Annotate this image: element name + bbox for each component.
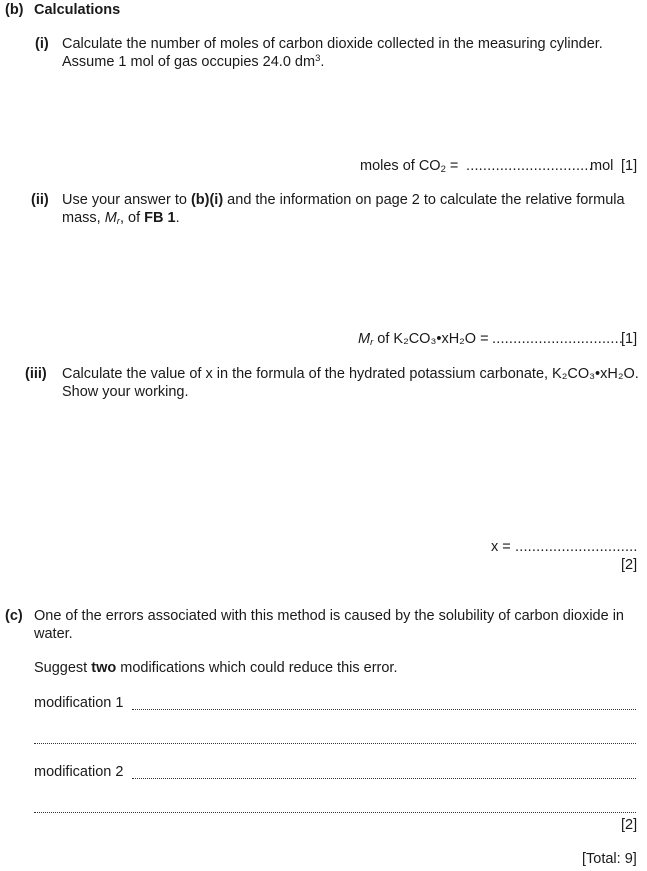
part-b-title: Calculations [34, 2, 121, 18]
part-b-i-question-line2: Assume 1 mol of gas occupies 24.0 $dm^3$. [62, 53, 325, 70]
modification-2-answer-line[interactable] [132, 778, 636, 779]
part-c-marks: [2] [621, 817, 638, 833]
modification-2-answer-line-2[interactable] [34, 812, 636, 813]
part-b-label: (b) [5, 2, 24, 18]
part-c-label: (c) [5, 608, 23, 624]
part-b-iii-marks: [2] [621, 557, 638, 573]
mr-answer-label: $M_r$ of K₂CO₃•xH₂O = [358, 331, 489, 348]
moles-unit: mol [590, 158, 614, 174]
modification-1-label: modification 1 [34, 695, 124, 711]
mr-answer-line[interactable]: ............................... [492, 331, 624, 347]
modification-1-answer-line-2[interactable] [34, 743, 636, 744]
part-c-instruction: Suggest two modifications which could reduce this error. [34, 660, 398, 676]
part-b-ii-question-line1: Use your answer to (b)(i) and the information on page 2 to calculate the relative formula [62, 192, 625, 208]
total-marks: [Total: 9] [582, 851, 637, 867]
moles-co2-answer-line[interactable]: .............................. [466, 158, 593, 174]
part-b-ii-question-line2: mass, $M_r$, of FB 1. [62, 210, 180, 227]
part-b-ii-marks: [1] [621, 331, 638, 347]
x-answer-line[interactable]: ............................. [515, 539, 638, 555]
x-answer-label: x = [491, 539, 511, 555]
moles-co2-answer-label: moles of $CO_2$ = [360, 158, 459, 175]
modification-1-answer-line[interactable] [132, 709, 636, 710]
part-b-i-label: (i) [35, 36, 49, 52]
modification-2-label: modification 2 [34, 764, 124, 780]
part-c-question-line1: One of the errors associated with this method is caused by the solubility of carbon dioxide in [34, 608, 624, 624]
part-b-i-marks: [1] [621, 158, 638, 174]
part-c-question-line2: water. [34, 626, 73, 642]
part-b-iii-question-line1: Calculate the value of x in the formula of the hydrated potassium carbonate, K₂CO₃•xH₂O. [62, 366, 639, 382]
part-b-i-question-line1: Calculate the number of moles of carbon dioxide collected in the measuring cylinder. [62, 36, 603, 52]
part-b-ii-label: (ii) [31, 192, 49, 208]
part-b-iii-question-line2: Show your working. [62, 384, 189, 400]
part-b-iii-label: (iii) [25, 366, 47, 382]
